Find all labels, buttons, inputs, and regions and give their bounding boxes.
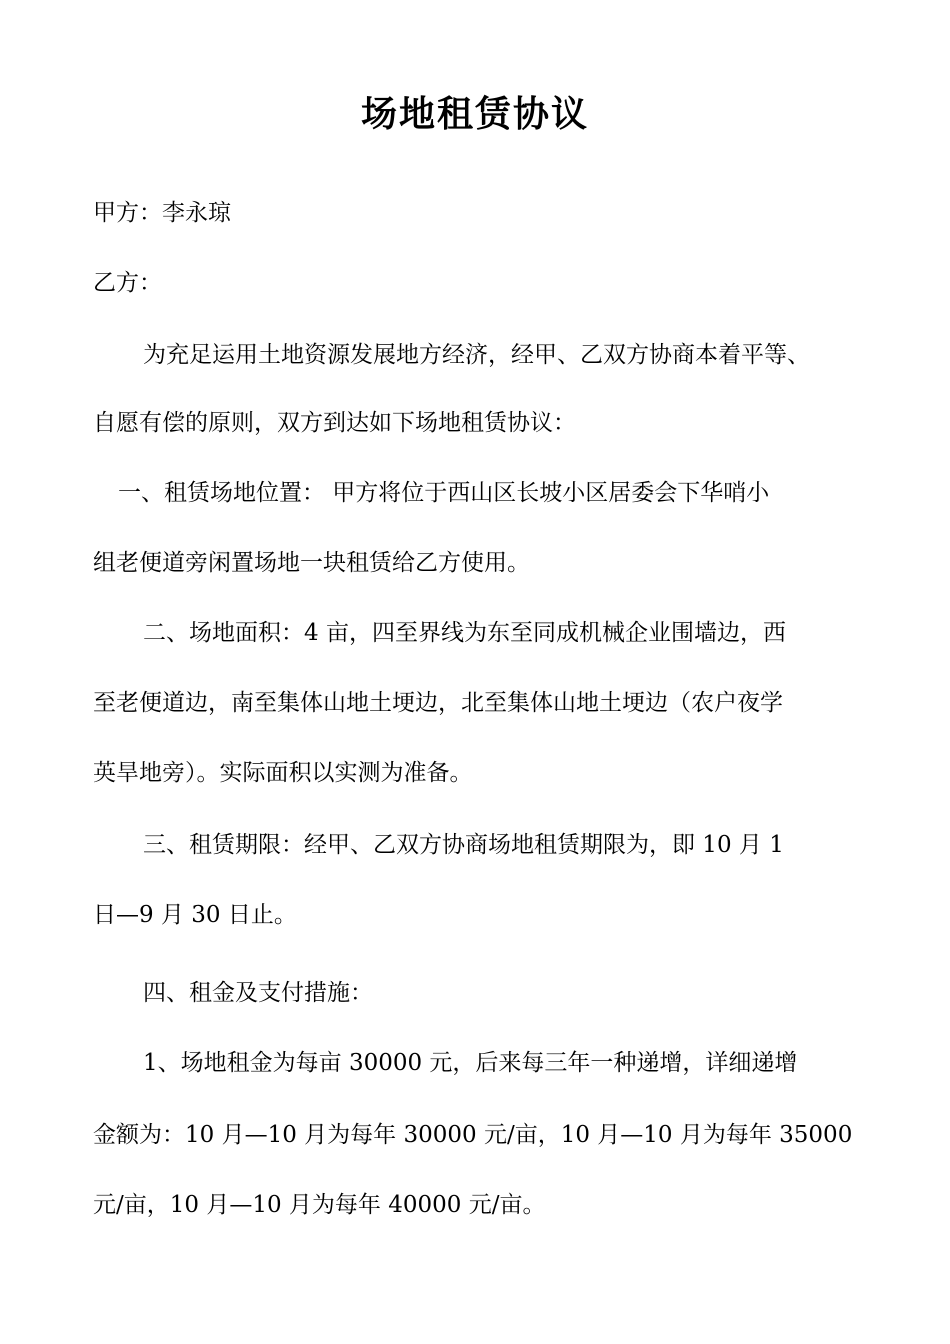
clause-4-item-1-line-2: 金额为：10 月—10 月为每年 30000 元/亩，10 月—10 月为每年 35000 (93, 1122, 853, 1148)
clause-2-line-2: 至老便道边，南至集体山地土埂边，北至集体山地土埂边（农户夜学 (93, 690, 783, 716)
party-a-line: 甲方：李永琼 (93, 200, 231, 226)
party-b-line: 乙方： (93, 270, 162, 296)
clause-4-heading: 四、租金及支付措施： (143, 980, 373, 1006)
clause-4-item-1-line-3: 元/亩，10 月—10 月为每年 40000 元/亩。 (93, 1192, 546, 1218)
clause-1-line-1: 一、租赁场地位置： 甲方将位于西山区长坡小区居委会下华哨小 (118, 480, 770, 506)
preamble-line-1: 为充足运用土地资源发展地方经济，经甲、乙双方协商本着平等、 (143, 342, 810, 368)
document-title: 场地租赁协议 (360, 93, 589, 135)
clause-2-line-1: 二、场地面积：4 亩，四至界线为东至同成机械企业围墙边，西 (143, 620, 786, 646)
clause-3-line-1: 三、租赁期限：经甲、乙双方协商场地租赁期限为，即 10 月 1 (143, 832, 784, 858)
clause-1-line-2: 组老便道旁闲置场地一块租赁给乙方使用。 (93, 550, 530, 576)
preamble-line-2: 自愿有偿的原则，双方到达如下场地租赁协议： (93, 410, 576, 436)
clause-3-line-2: 日—9 月 30 日止。 (93, 902, 297, 928)
clause-4-item-1-line-1: 1、场地租金为每亩 30000 元，后来每三年一种递增，详细递增 (143, 1050, 798, 1076)
clause-2-line-3: 英旱地旁）。实际面积以实测为准备。 (93, 760, 473, 786)
